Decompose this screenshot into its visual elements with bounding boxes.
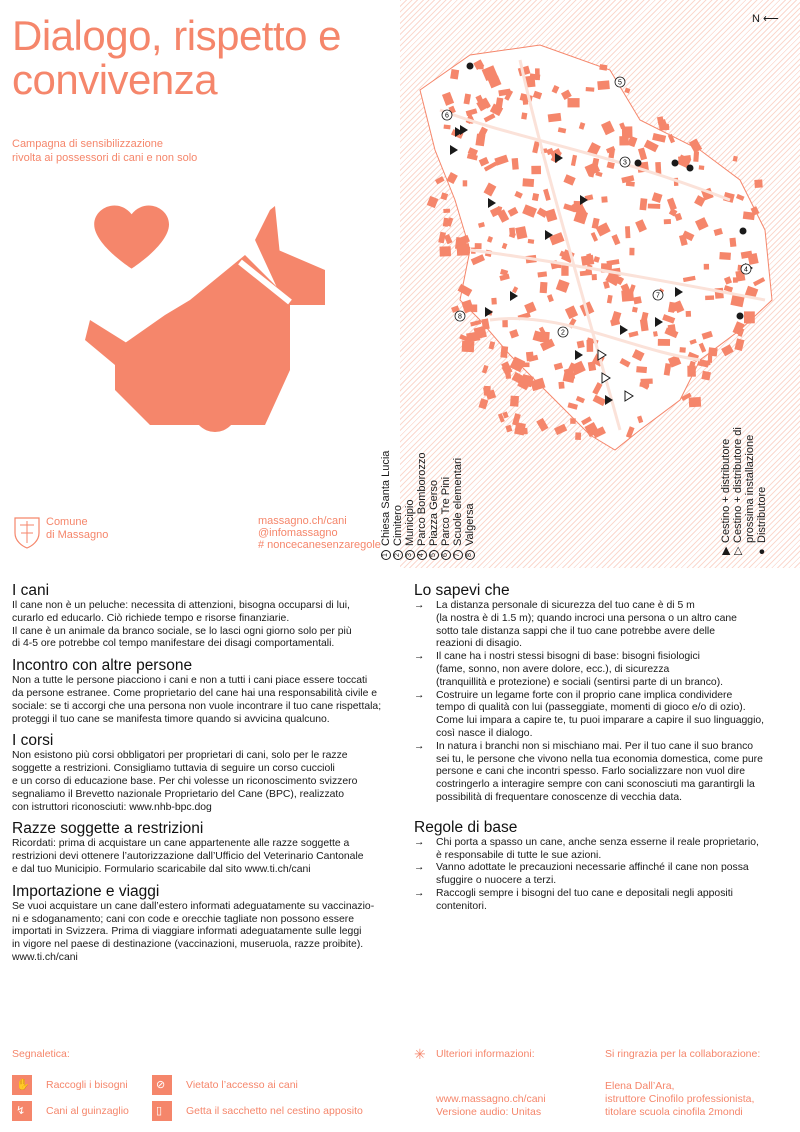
building-block [704, 264, 709, 270]
building-block [636, 366, 647, 373]
rule-item [414, 888, 786, 914]
building-block [450, 69, 459, 79]
places-legend [380, 450, 555, 560]
coat-of-arms-icon [12, 515, 42, 549]
building-block [521, 112, 527, 119]
info-label: Ulteriori informazioni: [436, 1048, 535, 1060]
place-number-icon: 5 [429, 550, 439, 560]
building-block [561, 265, 568, 276]
building-block [597, 80, 610, 90]
bin-icon: ▯ [152, 1101, 172, 1121]
building-block [659, 124, 669, 131]
building-block [475, 134, 485, 147]
place-marker-number: 6 [445, 112, 449, 120]
building-block [475, 243, 482, 249]
section-heading: I corsi [12, 732, 54, 750]
building-block [633, 296, 642, 304]
building-block [679, 347, 685, 353]
info-links [436, 1093, 546, 1119]
building-block [427, 196, 439, 208]
fact-item [414, 651, 786, 689]
building-block [488, 341, 495, 350]
place-number-icon: 1 [381, 550, 391, 560]
sign-item [152, 1075, 298, 1095]
building-block [686, 311, 691, 317]
place-number-icon: 3 [405, 550, 415, 560]
place-label: Piazza Gerso [428, 479, 440, 546]
arrow-icon: → [414, 836, 425, 848]
section-text: Non esistono più corsi obbligatori per proprietari di cani, solo per le razze soggette a restrizioni. Consigliamo tuttavia di seguire un corso cuccioli e un corso di educazione base. Per chi volesse un riconoscimento svizzero segnaliamo il Brevetto nazionale Proprietario del Cane (BPC), realizzato con istruttori riconosciuti: www.nhb-bpc.dog [12, 750, 358, 813]
arrow-icon: → [414, 689, 425, 701]
building-block [440, 192, 448, 200]
building-block [491, 298, 497, 305]
place-label: Scuole elementari [452, 457, 464, 546]
place-label: Parco Tre Pini [440, 476, 452, 546]
legend-symbol-item [720, 410, 732, 555]
rule-item [414, 862, 786, 888]
fact-text: Il cane ha i nostri stessi bisogni di base: bisogni fisiologici (fame, sonno, non avere dolore, ecc.), di sicurezza (tranquillità e protezione) e sociali (sentirsi parte di un branco). [436, 651, 724, 688]
section-text: Non a tutte le persone piacciono i cani e non a tutti i cani piace essere toccati da persone estranee. Come proprietario del cane hai una responsabilità civile e sociale: se ti accorgi che una persona non vuole incontrare il tuo cane rispettala; proteggi il tuo cane se manifesta timore quando si avvicina qualcuno. [12, 675, 382, 725]
place-number-icon: 6 [441, 550, 451, 560]
section-heading: Razze soggette a restrizioni [12, 820, 204, 838]
dispenser-marker [737, 313, 744, 320]
building-block [478, 398, 488, 409]
building-block [744, 311, 755, 323]
info-audio: Versione audio: Unitas [436, 1106, 542, 1118]
building-block [699, 165, 705, 170]
filled-triangle-icon: ▶ [720, 546, 732, 555]
building-block [568, 98, 580, 107]
subtitle-line-1: Campagna di sensibilizzazione [12, 138, 164, 150]
left-column [12, 582, 387, 965]
website-link[interactable]: massagno.ch/cani [258, 515, 347, 527]
section-heading: Incontro con altre persone [12, 657, 193, 675]
sign-item [152, 1101, 363, 1121]
building-block [554, 424, 567, 435]
section-text: Il cane non è un peluche: necessita di attenzioni, bisogna occuparsi di lui, curarlo ed educarlo. Ciò richiede tempo e risorse finanziarie. Il cane è un animale da branco sociale, se lo lasci ogni giorno solo per più di 4-5 ore potrebbe col tempo manifestare dei disagi comportamentali. [12, 600, 352, 650]
building-block [459, 246, 470, 255]
building-block [577, 340, 585, 348]
building-block [528, 239, 535, 244]
building-block [625, 226, 630, 238]
dispenser-marker [672, 160, 679, 167]
building-block [470, 320, 481, 327]
rule-item [414, 837, 786, 863]
legend-symbol-label: Cestino + distributore [720, 438, 732, 543]
building-block [668, 324, 676, 333]
fact-item [414, 600, 786, 651]
section-text: Se vuoi acquistare un cane dall’estero informati adeguatamente su vaccinazio- ni e sdoganamento; cani con code e orecchie tagliate non possono essere importati in Svizzera. Prima di viaggiare informati adeguatamente sulle leggi in vigore nel paese di destinazione (vaccinazioni, museruola, razze proibite). www.ti.ch/cani [12, 900, 375, 963]
section-heading: I cani [12, 582, 50, 599]
building-block [689, 397, 701, 407]
building-block [462, 341, 475, 353]
brand-name-line-2: di Massagno [46, 529, 109, 541]
fact-text: La distanza personale di sicurezza del tuo cane è di 5 m (la nostra è di 1.5 m); quando incroci una persona o un altro cane sotto tale distanza sappi che il tuo cane potrebbe avere delle reazioni di disagio. [436, 600, 737, 650]
building-block [592, 274, 597, 280]
sign-item [12, 1075, 128, 1095]
fact-text: Costruire un legame forte con il proprio cane implica condividere tempo di qualità con lui (passeggiate, momenti di gioco e/o di ozio). Come lui impara a capire te, tu puoi imparare a capire il suo linguaggio, così nasce il dialogo. [436, 689, 765, 739]
dispenser-marker [687, 165, 694, 172]
place-number-icon: 2 [393, 550, 403, 560]
heart-icon [94, 205, 169, 268]
asterisk-icon: ✳ [414, 1046, 426, 1062]
municipality-logo [12, 515, 122, 551]
subtitle [12, 137, 312, 165]
building-block [586, 87, 595, 92]
building-block [482, 365, 489, 374]
dog-leash-icon: ↯ [12, 1101, 32, 1121]
place-label: Parco Bomborozzo [416, 452, 428, 546]
info-website-link[interactable]: www.massagno.ch/cani [436, 1093, 546, 1105]
building-block [510, 396, 519, 407]
signage-label: Segnaletica: [12, 1048, 70, 1060]
building-block [687, 366, 696, 377]
building-block [640, 378, 652, 384]
building-block [629, 248, 634, 256]
place-label: Valgersa [464, 503, 476, 546]
building-block [438, 232, 446, 244]
arrow-icon: → [414, 862, 425, 874]
building-block [558, 382, 564, 389]
compass [752, 12, 779, 25]
arrow-icon: → [414, 887, 425, 899]
building-block [443, 209, 450, 213]
place-marker-number: 7 [656, 292, 660, 300]
building-block [435, 176, 445, 184]
north-label: N [752, 13, 760, 25]
building-block [653, 331, 658, 337]
place-marker-number: 3 [623, 159, 627, 167]
building-block [721, 344, 734, 356]
sign-item [12, 1101, 129, 1121]
building-block [708, 356, 712, 363]
dog-poop-pickup-icon: ✋ [12, 1075, 32, 1095]
outline-triangle-icon: ▷ [732, 546, 744, 555]
sign-label: Vietato l’accesso ai cani [186, 1079, 298, 1091]
place-marker-number: 5 [618, 79, 622, 87]
place-marker-number: 8 [458, 313, 462, 321]
legend-place [428, 450, 440, 560]
legend-place [416, 450, 428, 560]
legend-symbol-label: Distributore [756, 486, 768, 543]
legend-place [380, 450, 392, 560]
right-column [414, 582, 786, 914]
building-block [575, 432, 581, 440]
building-block [734, 338, 744, 351]
rule-text: Vanno adottate le precauzioni necessarie affinché il cane non possa sfuggire o nuocere a terzi. [436, 862, 749, 887]
fact-item [414, 741, 786, 805]
place-number-icon: 4 [417, 550, 427, 560]
building-block [639, 198, 647, 210]
thanks-label: Si ringrazia per la collaborazione: [605, 1048, 761, 1060]
building-block [624, 88, 630, 94]
building-block [693, 151, 699, 162]
building-block [522, 178, 534, 187]
dog-foot-icon [193, 388, 237, 432]
hashtag: # noncecanesenzaregole [258, 539, 381, 551]
legend-symbol-item [732, 410, 756, 555]
place-label: Cimitero [392, 505, 404, 546]
place-number-icon: 7 [453, 550, 463, 560]
building-block [512, 158, 519, 170]
rule-text: Raccogli sempre i bisogni del tuo cane e depositali negli appositi contenitori. [436, 887, 733, 912]
building-block [601, 196, 607, 202]
building-block [708, 347, 718, 356]
building-block [526, 352, 534, 362]
page-title: Dialogo, rispetto e convivenza [12, 12, 342, 103]
sapevi-heading: Lo sapevi che [414, 582, 510, 599]
rule-text: Chi porta a spasso un cane, anche senza esserne il reale proprietario, è responsabile di tutte le sue azioni. [436, 836, 759, 861]
building-block [463, 180, 468, 186]
dog-heart-illustration [80, 200, 330, 440]
building-block [733, 156, 738, 162]
building-block [588, 361, 596, 371]
building-block [664, 219, 671, 224]
building-block [520, 428, 527, 435]
building-block [648, 204, 661, 209]
section-heading: Importazione e viaggi [12, 882, 160, 900]
filled-circle-icon: ● [756, 548, 768, 555]
building-block [729, 238, 736, 247]
arrow-icon: → [414, 651, 425, 663]
contacts [258, 515, 381, 551]
fact-item [414, 690, 786, 741]
building-block [548, 113, 562, 122]
building-block [658, 339, 670, 346]
dispenser-marker [467, 63, 474, 70]
regole-heading: Regole di base [414, 818, 518, 836]
brand-name-line-1: Comune [46, 516, 88, 528]
building-block [719, 252, 731, 260]
building-block [536, 418, 548, 432]
arrow-icon: → [414, 740, 425, 752]
sign-label: Getta il sacchetto nel cestino apposito [186, 1105, 363, 1117]
no-dogs-icon: ⊘ [152, 1075, 172, 1095]
place-label: Chiesa Santa Lucia [380, 450, 392, 546]
north-arrow-icon: ⟵ [763, 13, 779, 25]
building-block [754, 179, 762, 188]
building-block [500, 346, 508, 358]
place-number-icon: 8 [465, 550, 475, 560]
building-block [570, 418, 576, 424]
section-text: Ricordati: prima di acquistare un cane appartenente alle razze soggette a restrizioni devi ottenere l’autorizzazione dall’Ufficio del Veterinario Cantonale e dal tuo Municipio. Formulario scaricabile dal sito www.ti.ch/cani [12, 838, 364, 875]
building-block [705, 295, 714, 300]
building-block [444, 124, 451, 129]
symbols-legend [720, 410, 790, 560]
building-block [471, 305, 478, 313]
building-block [599, 64, 607, 71]
building-block [701, 371, 711, 381]
building-block [621, 290, 634, 302]
subtitle-line-2: rivolta ai possessori di cani e non solo [12, 152, 198, 164]
place-marker-number: 4 [744, 266, 748, 274]
place-label: Municipio [404, 499, 416, 546]
sign-label: Raccogli i bisogni [46, 1079, 128, 1091]
arrow-icon: → [414, 600, 425, 611]
legend-place [440, 450, 452, 560]
legend-place [404, 450, 416, 560]
social-handle[interactable]: @infomassagno [258, 527, 338, 539]
legend-symbol-label: Cestino + distributore di prossima installazione [732, 427, 756, 543]
building-block [439, 246, 451, 256]
building-block [505, 425, 512, 433]
fact-text: In natura i branchi non si mischiano mai. Per il tuo cane il suo branco sei tu, le persone che vivono nella tua economia domestica, come pure persone e cani che incontri spesso. Farlo socializzare non vuol dire costringerlo a interagire sempre con cani sconosciuti ma garantirgli la possibilità di frequentare conoscenze di vecchia data. [436, 740, 763, 803]
legend-place [464, 450, 476, 560]
legend-symbol-item [756, 410, 768, 555]
thanks-body: Elena Dall’Ara, istruttore Cinofilo professionista, titolare scuola cinofila 2mondi [605, 1080, 755, 1118]
dispenser-marker [635, 160, 642, 167]
building-block [632, 307, 638, 313]
building-block [531, 166, 541, 175]
legend-place [452, 450, 464, 560]
legend-place [392, 450, 404, 560]
place-marker-number: 2 [561, 329, 565, 337]
sign-label: Cani al guinzaglio [46, 1105, 129, 1117]
dispenser-marker [740, 228, 747, 235]
building-block [540, 282, 548, 293]
